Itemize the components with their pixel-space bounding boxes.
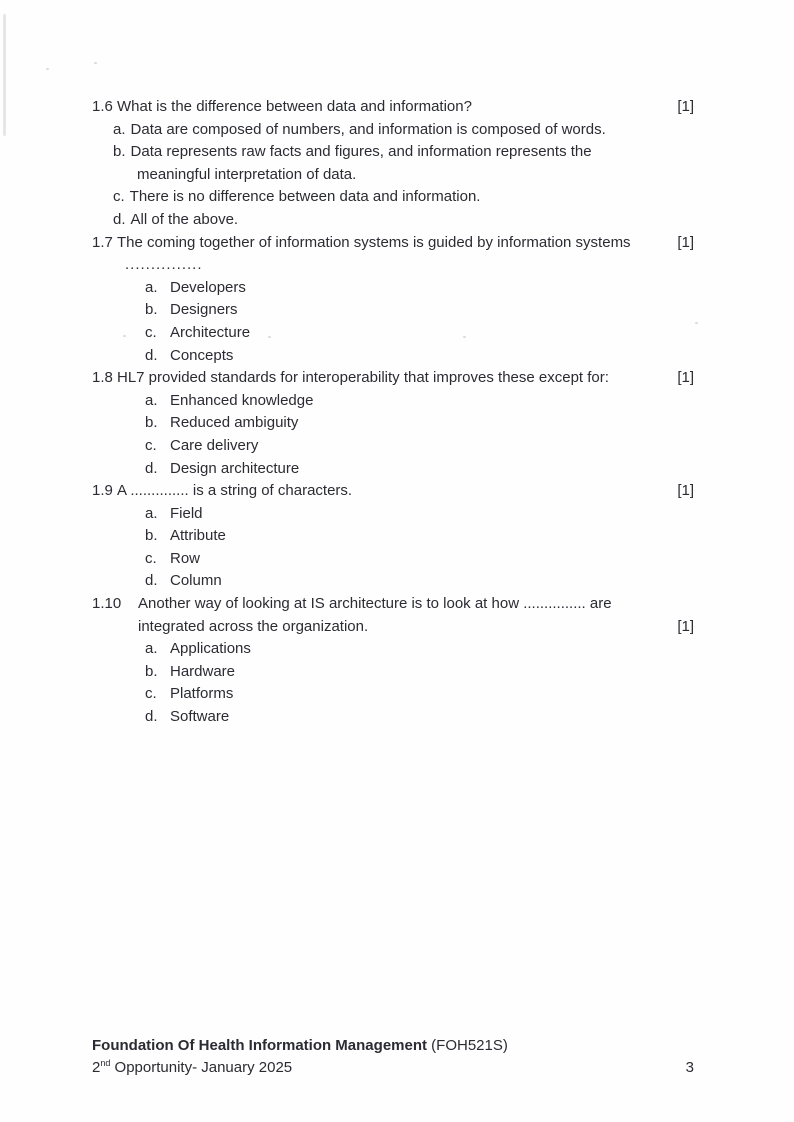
option-c	[92, 186, 694, 209]
question-list	[92, 96, 694, 729]
question-1-8	[92, 367, 694, 480]
marks-badge: [1]	[677, 98, 694, 115]
question-1-9	[92, 480, 694, 593]
option-text: Row	[170, 549, 201, 567]
session-number: 2	[92, 1058, 101, 1076]
session-ordinal: nd	[100, 1057, 111, 1068]
option-text: Enhanced knowledge	[170, 391, 314, 409]
page-footer	[92, 1035, 694, 1078]
option-label: c.	[145, 436, 157, 454]
option-text: Hardware	[170, 662, 236, 680]
option-text: Reduced ambiguity	[170, 414, 299, 432]
option-label: d.	[145, 459, 158, 477]
option-a	[92, 119, 694, 142]
option-c	[92, 435, 694, 458]
question-text: The coming together of information systems is guided by information systems	[117, 233, 631, 251]
question-number: 1.10	[92, 595, 122, 613]
question-number: 1.7	[92, 233, 113, 251]
question-line	[92, 96, 694, 119]
question-line	[92, 232, 694, 255]
option-text: Attribute	[170, 527, 226, 545]
option-text: Data are composed of numbers, and information is composed of words.	[130, 120, 606, 138]
session-line	[92, 1057, 694, 1079]
option-text: Design architecture	[170, 459, 300, 477]
option-label: a.	[145, 391, 158, 409]
option-text: Developers	[170, 278, 246, 296]
option-label: d.	[145, 346, 158, 364]
option-label: a.	[113, 120, 126, 138]
option-label: b.	[113, 143, 126, 161]
option-a	[92, 503, 694, 526]
course-title-line	[92, 1035, 694, 1057]
option-b	[92, 299, 694, 322]
page-number: 3	[685, 1058, 694, 1076]
scan-artifact-stripe	[3, 14, 6, 136]
option-text: Data represents raw facts and figures, and information represents the	[130, 143, 592, 161]
option-text: There is no difference between data and information.	[129, 188, 481, 206]
option-text: Applications	[170, 640, 251, 658]
option-a	[92, 638, 694, 661]
option-text: Column	[170, 572, 222, 590]
scan-artifact-speck	[94, 62, 97, 64]
question-1-6	[92, 96, 694, 232]
question-text: A .............. is a string of characters.	[117, 482, 353, 500]
question-1-10	[92, 593, 694, 729]
question-1-7	[92, 232, 694, 368]
question-line	[92, 480, 694, 503]
scan-artifact-speck	[695, 322, 698, 324]
option-label: b.	[145, 301, 158, 319]
option-label: d.	[145, 572, 158, 590]
option-label: b.	[145, 527, 158, 545]
option-b-continuation: meaningful interpretation of data.	[137, 165, 357, 183]
option-text: Architecture	[170, 323, 251, 341]
question-line	[92, 593, 694, 616]
option-b	[92, 661, 694, 684]
option-label: c.	[145, 549, 157, 567]
option-c	[92, 548, 694, 571]
marks-badge: [1]	[677, 233, 694, 251]
question-number: 1.6	[92, 98, 113, 115]
question-text-continuation: integrated across the organization.	[138, 617, 369, 635]
scan-artifact-speck	[46, 68, 49, 70]
session-text: Opportunity- January 2025	[110, 1058, 293, 1076]
course-title: Foundation Of Health Information Management	[92, 1037, 427, 1054]
options-list	[92, 119, 694, 232]
marks-badge: [1]	[677, 482, 694, 500]
option-d	[92, 209, 694, 232]
option-b	[92, 525, 694, 548]
course-code: (FOH521S)	[427, 1037, 508, 1054]
option-label: a.	[145, 278, 158, 296]
option-text: Software	[170, 708, 230, 726]
marks-badge: [1]	[677, 369, 694, 387]
option-text: Care delivery	[170, 436, 259, 454]
question-number: 1.8	[92, 369, 113, 387]
marks-badge: [1]	[677, 617, 694, 635]
options-list	[92, 503, 694, 593]
option-label: a.	[145, 504, 158, 522]
option-b	[92, 412, 694, 435]
option-text: Platforms	[170, 685, 234, 703]
blank-dots: ...............	[125, 256, 203, 274]
option-text: Field	[170, 504, 203, 522]
option-d	[92, 570, 694, 593]
options-list	[92, 277, 694, 367]
option-text: Designers	[170, 301, 238, 319]
option-a	[92, 390, 694, 413]
option-a	[92, 277, 694, 300]
options-list	[92, 390, 694, 480]
option-d	[92, 345, 694, 368]
option-label: c.	[113, 188, 125, 206]
option-label: b.	[145, 662, 158, 680]
option-text: All of the above.	[130, 210, 239, 228]
question-text: What is the difference between data and information?	[117, 98, 472, 115]
question-number: 1.9	[92, 482, 113, 500]
option-label: d.	[145, 708, 158, 726]
option-label: b.	[145, 414, 158, 432]
option-text: Concepts	[170, 346, 234, 364]
question-text: Another way of looking at IS architecture is to look at how ............... are	[138, 595, 612, 613]
option-c	[92, 683, 694, 706]
question-text: HL7 provided standards for interoperability that improves these except for:	[117, 369, 609, 387]
question-line-continuation	[92, 616, 694, 639]
option-d	[92, 458, 694, 481]
options-list	[92, 638, 694, 728]
option-label: c.	[145, 323, 157, 341]
question-line	[92, 367, 694, 390]
option-label: d.	[113, 210, 126, 228]
option-label: c.	[145, 685, 157, 703]
option-c	[92, 322, 694, 345]
option-label: a.	[145, 640, 158, 658]
option-b	[92, 141, 694, 164]
option-d	[92, 706, 694, 729]
